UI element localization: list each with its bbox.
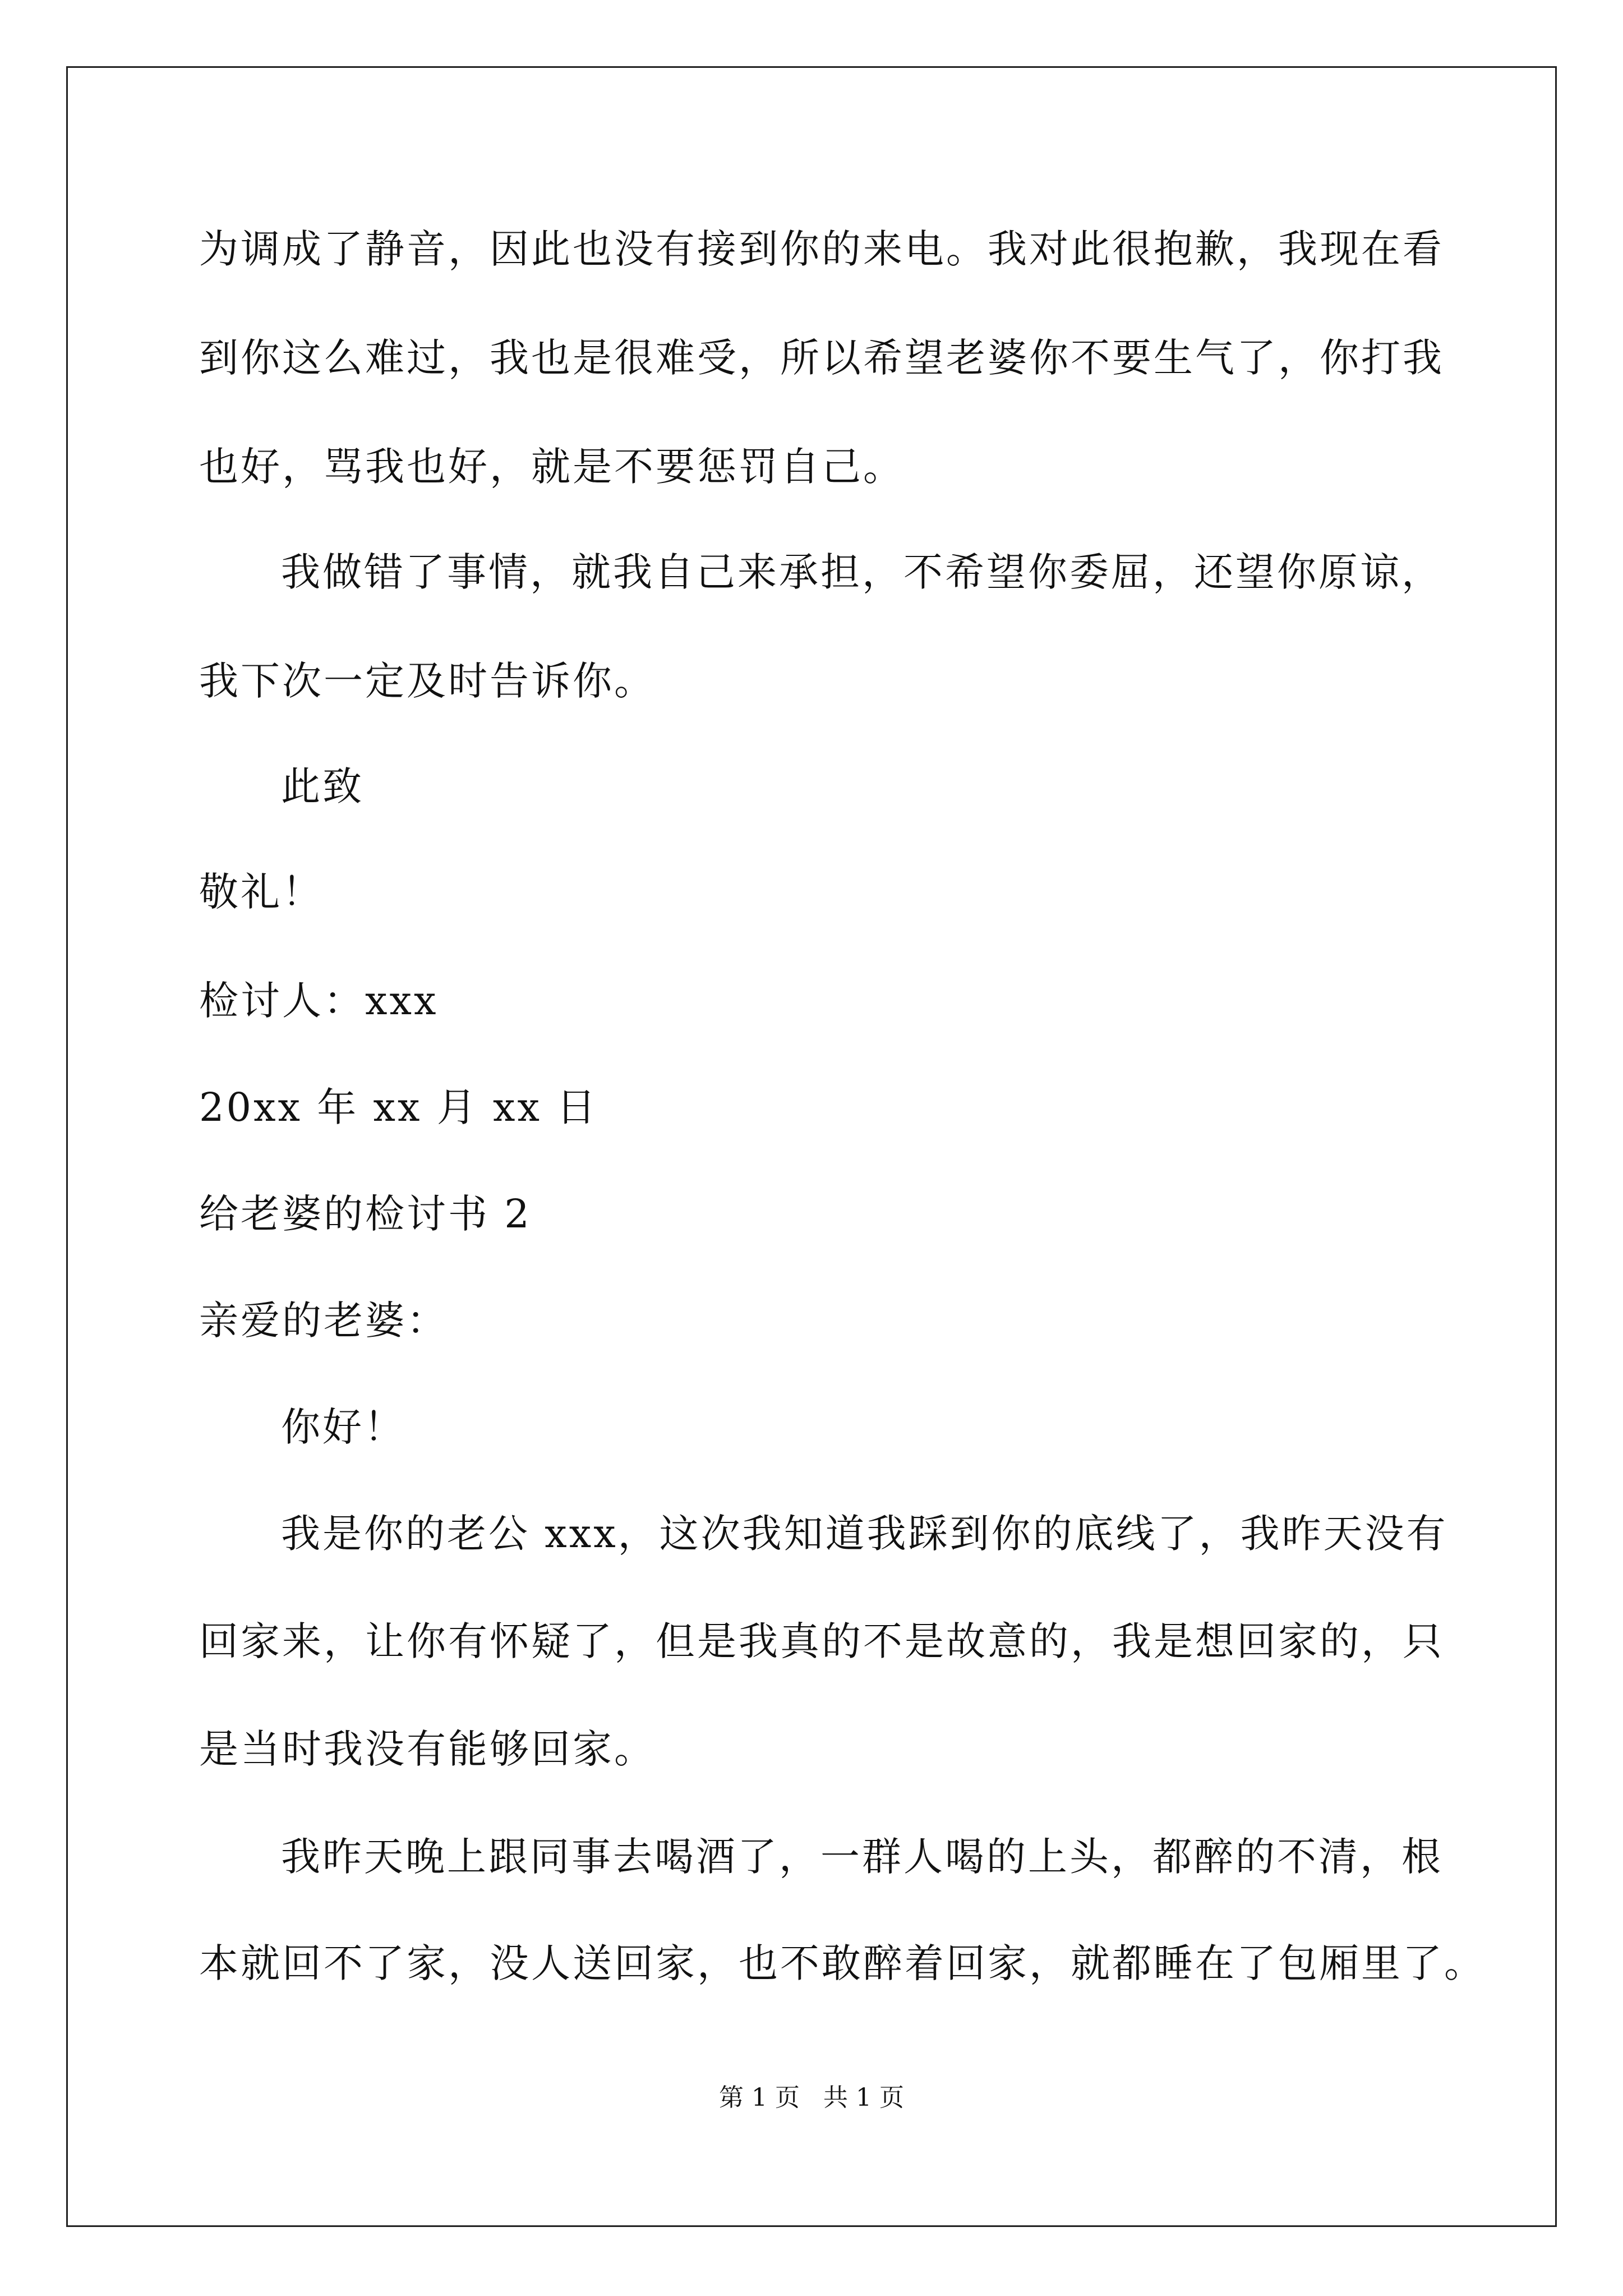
body-line: 也好，骂我也好，就是不要惩罚自己。 [199, 444, 905, 490]
signer-line: 检讨人：xxx [199, 978, 439, 1024]
closing-regards: 敬礼！ [199, 869, 324, 915]
closing-salutation: 此致 [281, 763, 364, 809]
greeting-recipient: 亲爱的老婆： [199, 1297, 448, 1343]
body-line: 我下次一定及时告诉你。 [199, 658, 656, 704]
date-line: 20xx 年 xx 月 xx 日 [199, 1084, 598, 1130]
body-line: 本就回不了家，没人送回家，也不敢醉着回家，就都睡在了包厢里了。 [199, 1940, 1486, 1986]
body-line: 到你这么难过，我也是很难受，所以希望老婆你不要生气了，你打我 [199, 335, 1444, 381]
section-title: 给老婆的检讨书 2 [199, 1191, 532, 1237]
page-border [66, 66, 1557, 2227]
body-line: 回家来，让你有怀疑了，但是我真的不是故意的，我是想回家的，只 [199, 1618, 1444, 1664]
page-number-footer: 第 1 页 共 1 页 [719, 2083, 904, 2112]
body-line: 我做错了事情，就我自己来承担，不希望你委屈，还望你原谅， [281, 549, 1443, 595]
body-line: 为调成了静音，因此也没有接到你的来电。我对此很抱歉，我现在看 [199, 226, 1444, 272]
greeting-hello: 你好！ [281, 1404, 405, 1450]
body-line: 是当时我没有能够回家。 [199, 1726, 656, 1772]
body-line: 我昨天晚上跟同事去喝酒了，一群人喝的上头，都醉的不清，根 [281, 1834, 1443, 1880]
body-line: 我是你的老公 xxx，这次我知道我踩到你的底线了，我昨天没有 [281, 1511, 1448, 1557]
